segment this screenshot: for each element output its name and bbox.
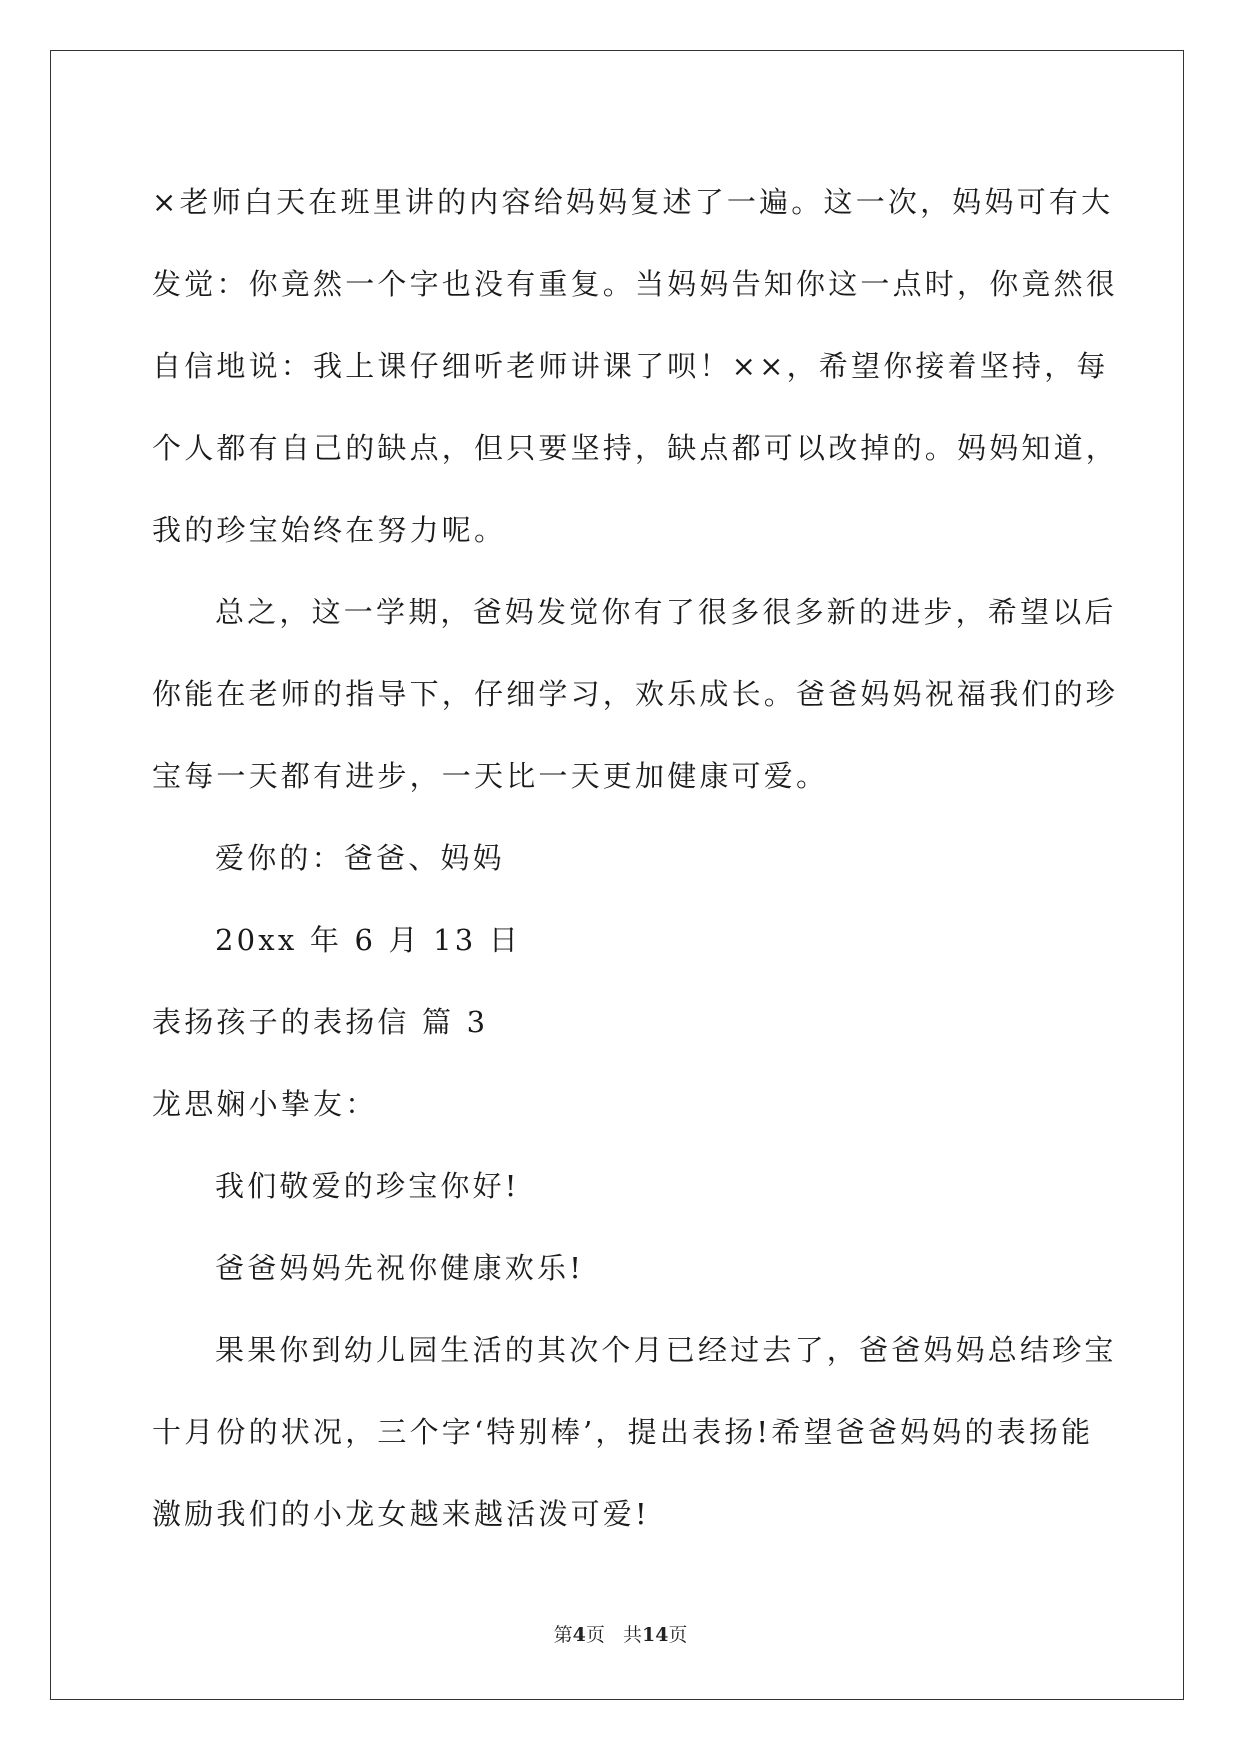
paragraph-start-line: 总之，这一学期，爸妈发觉你有了很多很多新的进步，希望以后 [215,595,1117,629]
page-prefix: 第 [553,1624,573,1646]
section-heading: 表扬孩子的表扬信 篇 3 [152,1005,489,1039]
greeting-line: 我们敬爱的珍宝你好! [215,1169,520,1203]
text-line: 发觉：你竟然一个字也没有重复。当妈妈告知你这一点时，你竟然很 [152,267,1119,301]
text-line: ×老师白天在班里讲的内容给妈妈复述了一遍。这一次，妈妈可有大 [152,185,1114,219]
text-line: 十月份的状况，三个字‘特别棒’，提出表扬!希望爸爸妈妈的表扬能 [152,1415,1094,1449]
total-suffix: 页 [668,1624,688,1646]
page-footer [0,1620,1241,1647]
text-line: 激励我们的小龙女越来越活泼可爱! [152,1497,650,1531]
total-prefix: 共 [622,1624,642,1646]
text-line: 宝每一天都有进步，一天比一天更加健康可爱。 [152,759,829,793]
text-line: 你能在老师的指导下，仔细学习，欢乐成长。爸爸妈妈祝福我们的珍 [152,677,1119,711]
total-pages: 14 [641,1624,669,1646]
text-line: 自信地说：我上课仔细听老师讲课了呗！××，希望你接着坚持，每 [152,349,1109,383]
document-body [152,161,1119,1555]
date-line: 20xx 年 6 月 13 日 [215,923,522,957]
page-number: 4 [572,1624,586,1646]
salutation-line: 龙思娴小挚友： [152,1087,378,1121]
signature-line: 爱你的：爸爸、妈妈 [215,841,505,875]
text-line: 个人都有自己的缺点，但只要坚持，缺点都可以改掉的。妈妈知道， [152,431,1119,465]
text-line: 我的珍宝始终在努力呢。 [152,513,507,547]
paragraph-start-line: 果果你到幼儿园生活的其次个月已经过去了，爸爸妈妈总结珍宝 [215,1333,1117,1367]
greeting-line: 爸爸妈妈先祝你健康欢乐! [215,1251,585,1285]
page-suffix: 页 [585,1624,605,1646]
